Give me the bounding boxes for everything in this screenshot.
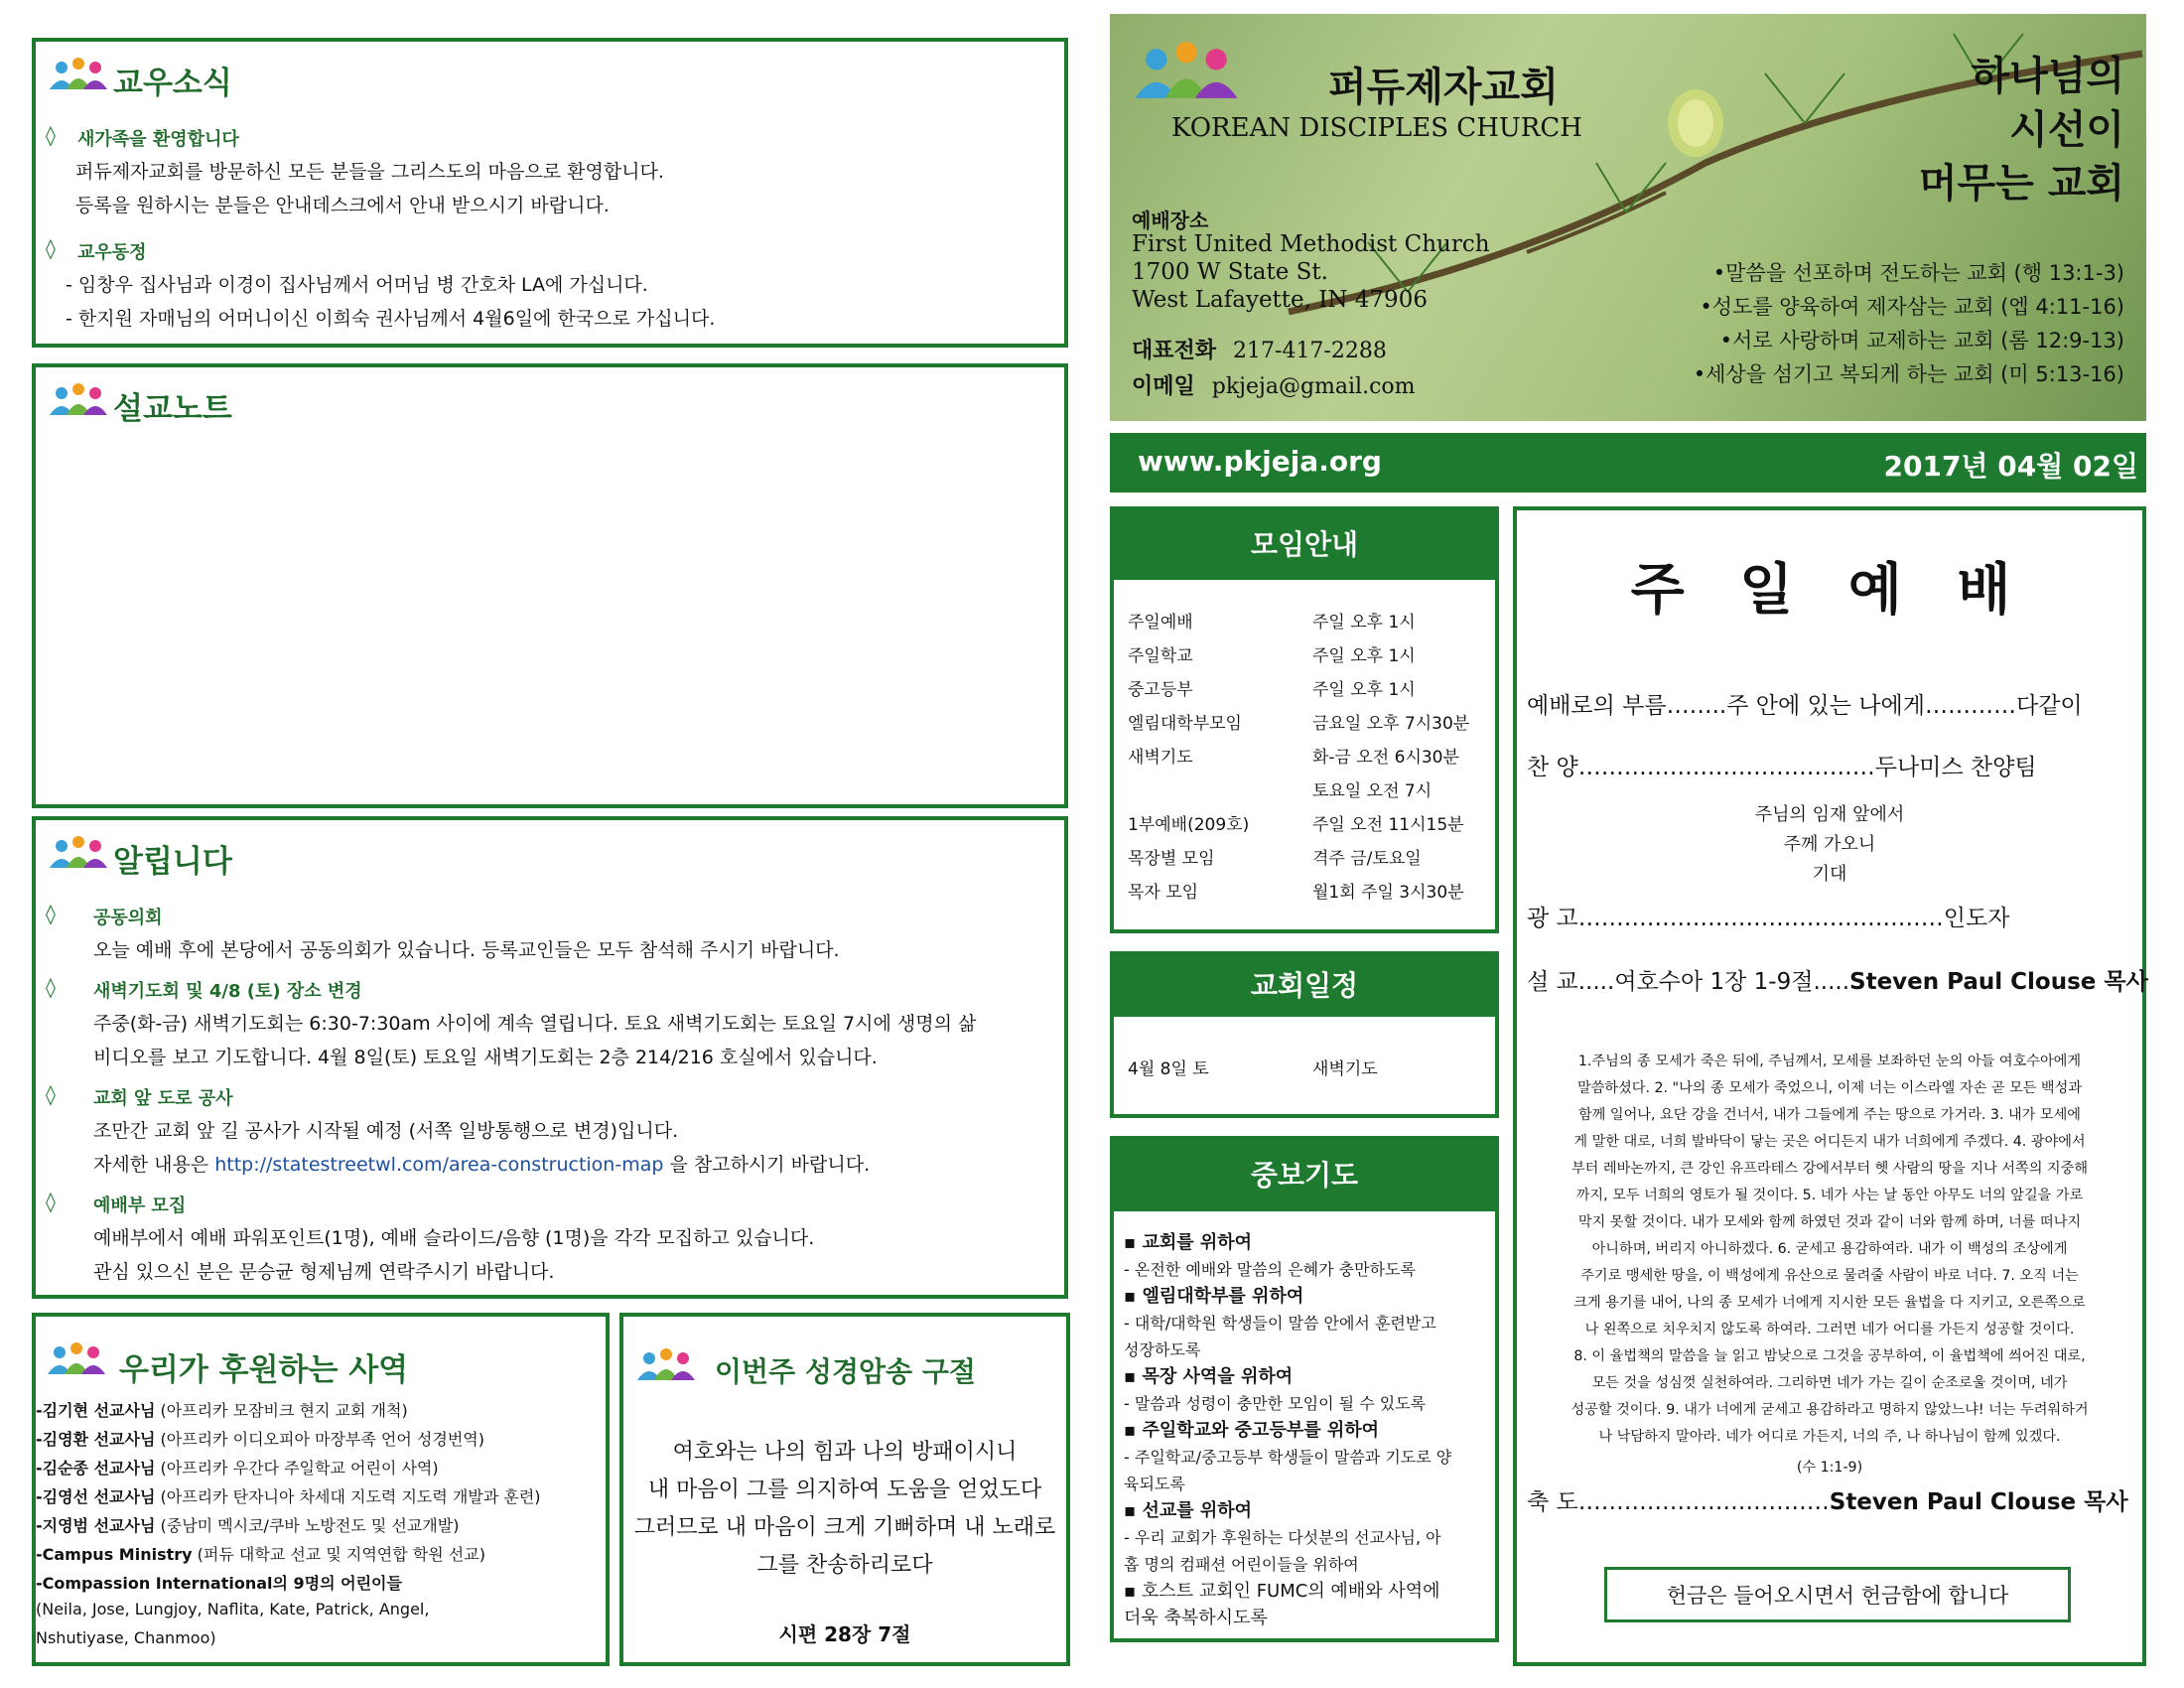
announcement-text: 관심 있으신 분은 문승균 형제님께 연락주시기 바랍니다. bbox=[93, 1261, 555, 1283]
prayer-line: 더욱 축복하시도록 bbox=[1124, 1608, 1268, 1628]
announcement-heading-2: 새벽기도회 및 4/8 (토) 장소 변경 bbox=[93, 981, 362, 1002]
place-label: 예배장소 bbox=[1132, 209, 1209, 232]
mission-item: -Campus Ministry (퍼듀 대학교 선교 및 지역연합 학원 선교) bbox=[36, 1545, 485, 1564]
verse-line: 그러므로 내 마음이 크게 기뻐하며 내 노래로 bbox=[633, 1515, 1056, 1540]
construction-map-link[interactable]: http://statestreetwl.com/area-construction-map bbox=[214, 1154, 664, 1176]
memory-verse-box bbox=[619, 1313, 1070, 1666]
motto-line: •말씀을 선포하며 전도하는 교회 (행 13:1-3) bbox=[1712, 261, 2124, 285]
church-logo-icon bbox=[46, 1340, 107, 1380]
prayer-title: 중보기도 bbox=[1114, 1140, 1495, 1211]
meetings-table bbox=[1128, 606, 1469, 910]
memory-verse-title: 이번주 성경암송 구절 bbox=[715, 1355, 976, 1388]
church-logo-icon bbox=[48, 381, 109, 421]
motto-line: •성도를 양육하여 제자삼는 교회 (엡 4:11-16) bbox=[1700, 295, 2124, 319]
prayer-line: - 말씀과 성령이 충만한 모임이 될 수 있도록 bbox=[1124, 1394, 1427, 1413]
verse-line: 내 마음이 그를 의지하여 도움을 얻었도다 bbox=[647, 1477, 1042, 1502]
address-line: 1700 W State St. bbox=[1132, 259, 1328, 285]
announcement-text: 비디오를 보고 기도합니다. 4월 8일(토) 토요일 새벽기도회는 2층 214/216 호실에서 있습니다. bbox=[93, 1047, 878, 1068]
offering-notice: 헌금은 들어오시면서 헌금함에 합니다 bbox=[1604, 1567, 2071, 1622]
phone-label: 대표전화 bbox=[1132, 339, 1217, 363]
church-logo-icon bbox=[1132, 38, 1241, 109]
mission-item: -김기현 선교사님 (아프리카 모잠비크 현지 교회 개척) bbox=[36, 1401, 408, 1420]
meeting-row: 새벽기도 화-금 오전 6시30분 bbox=[1128, 748, 1459, 768]
order-benediction: 축 도……………………………Steven Paul Clouse 목사 bbox=[1527, 1489, 2128, 1515]
prayer-line: 성장하도록 bbox=[1124, 1340, 1201, 1359]
news-text: 퍼듀제자교회를 방문하신 모든 분들을 그리스도의 마음으로 환영합니다. bbox=[75, 161, 664, 183]
news-text: - 한지원 자매님의 어머니이신 이희숙 권사님께서 4월6일에 한국으로 가십니다. bbox=[66, 308, 716, 330]
prayer-line: - 우리 교회가 후원하는 다섯분의 선교사님, 아 bbox=[1124, 1528, 1441, 1547]
praise-songs bbox=[1517, 800, 2142, 890]
news-text: 등록을 원하시는 분들은 안내데스크에서 안내 받으시기 바랍니다. bbox=[75, 195, 610, 216]
mission-desc: (아프리카 탄자니아 차세대 지도력 지도력 개발과 훈련) bbox=[155, 1487, 541, 1506]
mission-desc: (아프리카 우간다 주일학교 어린이 사역) bbox=[155, 1459, 439, 1477]
order-sermon: 설 교.....여호수아 1장 1-9절.....Steven Paul Clouse 목사 bbox=[1527, 969, 2148, 995]
mission-desc: (아프리카 이디오피아 마장부족 언어 성경번역) bbox=[155, 1430, 484, 1449]
verse-line: 그를 찬송하리로다 bbox=[756, 1553, 933, 1578]
worship-title: 주 일 예 배 bbox=[1630, 558, 2029, 623]
announcements-box bbox=[32, 816, 1068, 1299]
meeting-row: 주일예배 주일 오후 1시 bbox=[1128, 613, 1416, 633]
meeting-row: 토요일 오전 7시 bbox=[1312, 781, 1433, 801]
website-link[interactable]: www.pkjeja.org bbox=[1138, 445, 1382, 478]
prayer-heading: ▪ 교회를 위하여 bbox=[1124, 1232, 1253, 1253]
church-name-en: KOREAN DISCIPLES CHURCH bbox=[1171, 113, 1582, 143]
announcement-heading-4: 예배부 모집 bbox=[93, 1196, 187, 1216]
news-text: - 임창우 집사님과 이경이 집사님께서 어머님 병 간호차 LA에 가십니다. bbox=[66, 274, 648, 296]
slogan-line: 머무는 교회 bbox=[1918, 161, 2124, 207]
verse-line: 여호와는 나의 힘과 나의 방패이시니 bbox=[672, 1440, 1018, 1465]
sermon-note-box bbox=[32, 363, 1068, 808]
meeting-row: 목자 모임 월1회 주일 3시30분 bbox=[1128, 883, 1464, 903]
meetings-title: 모임안내 bbox=[1114, 510, 1495, 580]
announcement-heading-1: 공동의회 bbox=[93, 908, 163, 928]
mottos bbox=[1694, 256, 2124, 391]
worship-box bbox=[1513, 506, 2146, 1666]
children-list: Nshutiyase, Chanmoo) bbox=[36, 1628, 216, 1647]
mission-name: Campus Ministry bbox=[42, 1545, 193, 1564]
order-announcements: 광 고…………………………………………인도자 bbox=[1527, 906, 2010, 931]
scripture-reference: (수 1:1-9) bbox=[1796, 1460, 1863, 1476]
mission-item: -Compassion International의 9명의 어린이들 bbox=[36, 1574, 402, 1593]
prayer-heading: ▪ 주일학교와 중고등부를 위하여 bbox=[1124, 1420, 1380, 1441]
bulletin-date: 2017년 04월 02일 bbox=[1883, 450, 2138, 483]
song-title: 주께 가오니 bbox=[1783, 834, 1876, 855]
phone-row bbox=[1132, 334, 1387, 364]
mission-item: -김영환 선교사님 (아프리카 이디오피아 마장부족 언어 성경번역) bbox=[36, 1430, 484, 1449]
cover-header bbox=[1110, 14, 2146, 421]
meeting-row: 엘림대학부모임 금요일 오후 7시30분 bbox=[1128, 714, 1470, 734]
mission-desc: (중남미 멕시코/쿠바 노방전도 및 선교개발) bbox=[155, 1516, 460, 1535]
diamond-bullet-icon: ◊ bbox=[46, 975, 56, 999]
phone-number: 217-417-2288 bbox=[1233, 339, 1387, 363]
mission-name: 김영선 선교사님 bbox=[42, 1487, 156, 1506]
church-logo-icon bbox=[635, 1346, 697, 1386]
church-name-kr: 퍼듀제자교회 bbox=[1328, 65, 1559, 110]
prayer-line: - 주일학교/중고등부 학생들이 말씀과 기도로 양 bbox=[1124, 1448, 1452, 1467]
prayer-line: ▪ 호스트 교회인 FUMC의 예배와 사역에 bbox=[1124, 1581, 1440, 1602]
mission-name: Compassion International의 9명의 어린이들 bbox=[42, 1574, 402, 1593]
slogan-line: 하나님의 bbox=[1971, 54, 2124, 99]
song-title: 주님의 임재 앞에서 bbox=[1754, 804, 1905, 825]
mission-item: -김영선 선교사님 (아프리카 탄자니아 차세대 지도력 지도력 개발과 훈련) bbox=[36, 1487, 541, 1506]
news-heading-2: 교우동정 bbox=[77, 242, 147, 263]
prayer-line: 육되도록 bbox=[1124, 1475, 1185, 1493]
announcements-title: 알립니다 bbox=[113, 844, 232, 880]
meeting-row: 1부예배(209호) 주일 오전 11시15분 bbox=[1128, 815, 1464, 835]
schedule-title: 교회일정 bbox=[1114, 955, 1495, 1017]
email-row bbox=[1132, 369, 1416, 400]
diamond-bullet-icon: ◊ bbox=[46, 1082, 56, 1106]
prayer-heading: ▪ 선교를 위하여 bbox=[1124, 1500, 1253, 1521]
prayer-heading: ▪ 목장 사역을 위하여 bbox=[1124, 1366, 1294, 1387]
prayer-box bbox=[1110, 1136, 1499, 1642]
sermon-note-title: 설교노트 bbox=[113, 391, 232, 427]
address bbox=[1132, 230, 1490, 314]
meeting-row: 주일학교 주일 오후 1시 bbox=[1128, 646, 1416, 666]
announcement-text: 예배부에서 예배 파워포인트(1명), 예배 슬라이드/음향 (1명)을 각각 모집하고 있습니다. bbox=[93, 1227, 815, 1249]
song-title: 기대 bbox=[1812, 864, 1847, 885]
diamond-bullet-icon: ◊ bbox=[46, 123, 56, 147]
missions-box bbox=[32, 1313, 610, 1666]
meeting-row: 중고등부 주일 오후 1시 bbox=[1128, 680, 1416, 700]
church-logo-icon bbox=[48, 56, 109, 95]
memory-verse-text bbox=[623, 1434, 1066, 1585]
announcement-text: 조만간 교회 앞 길 공사가 시작될 예정 (서쪽 일방통행으로 변경)입니다. bbox=[93, 1120, 679, 1142]
diamond-bullet-icon: ◊ bbox=[46, 1190, 56, 1213]
slogan-line: 시선이 bbox=[2009, 107, 2124, 153]
email-label: 이메일 bbox=[1132, 374, 1195, 399]
mission-item: -김순종 선교사님 (아프리카 우간다 주일학교 어린이 사역) bbox=[36, 1459, 439, 1477]
meeting-row: 목장별 모임 격주 금/토요일 bbox=[1128, 849, 1422, 869]
schedule-row: 4월 8일 토 새벽기도 bbox=[1128, 1059, 1378, 1079]
news-box bbox=[32, 38, 1068, 348]
motto-line: •서로 사랑하며 교제하는 교회 (롬 12:9-13) bbox=[1719, 329, 2124, 352]
mission-name: 지영범 선교사님 bbox=[42, 1516, 156, 1535]
motto-line: •세상을 섬기고 복되게 하는 교회 (미 5:13-16) bbox=[1693, 362, 2124, 386]
mission-name: 김영환 선교사님 bbox=[42, 1430, 156, 1449]
children-list: (Neila, Jose, Lungjoy, Naflita, Kate, Patrick, Angel, bbox=[36, 1600, 430, 1618]
prayer-line: 홉 명의 컴패션 어린이들을 위하여 bbox=[1124, 1555, 1359, 1574]
mission-name: 김기현 선교사님 bbox=[42, 1401, 156, 1420]
link-suffix: 을 참고하시기 바랍니다. bbox=[663, 1154, 871, 1176]
prayer-line: - 대학/대학원 학생들이 말씀 안에서 훈련받고 bbox=[1124, 1314, 1436, 1333]
schedule-box bbox=[1110, 951, 1499, 1118]
announcement-heading-3: 교회 앞 도로 공사 bbox=[93, 1088, 233, 1109]
church-logo-icon bbox=[48, 834, 109, 874]
mission-item: -지영범 선교사님 (중남미 멕시코/쿠바 노방전도 및 선교개발) bbox=[36, 1516, 460, 1535]
prayer-list bbox=[1124, 1229, 1491, 1631]
diamond-bullet-icon: ◊ bbox=[46, 236, 56, 260]
website-date-bar bbox=[1110, 433, 2146, 492]
prayer-heading: ▪ 엘림대학부를 위하여 bbox=[1124, 1286, 1304, 1307]
prayer-line: - 온전한 예배와 말씀의 은혜가 충만하도록 bbox=[1124, 1260, 1416, 1279]
link-prefix: 자세한 내용은 bbox=[93, 1154, 215, 1176]
meetings-box bbox=[1110, 506, 1499, 933]
slogan bbox=[1919, 50, 2124, 211]
order-praise: 찬 양…………………………………두나미스 찬양팀 bbox=[1527, 755, 2037, 780]
diamond-bullet-icon: ◊ bbox=[46, 902, 56, 925]
announcement-text: 주중(화-금) 새벽기도회는 6:30-7:30am 사이에 계속 열립니다. 토요 새벽기도회는 토요일 7시에 생명의 삶 bbox=[93, 1013, 977, 1035]
missions-title: 우리가 후원하는 사역 bbox=[119, 1352, 409, 1388]
verse-reference: 시편 28장 7절 bbox=[778, 1622, 911, 1646]
address-line: West Lafayette, IN 47906 bbox=[1132, 287, 1428, 313]
mission-desc: (퍼듀 대학교 선교 및 지역연합 학원 선교) bbox=[192, 1545, 485, 1564]
announcement-text: 오늘 예배 후에 본당에서 공동의회가 있습니다. 등록교인들은 모두 참석해 주시기 바랍니다. bbox=[93, 939, 840, 961]
news-title: 교우소식 bbox=[113, 66, 232, 101]
scripture-passage: 1.주님의 종 모세가 죽은 뒤에, 주님께서, 모세를 보좌하던 눈의 아들 여호수아에게 말씀하셨다. 2. "나의 종 모세가 죽었으니, 이제 너는 이스라엘 자손 곧 모든 백성과 함께 일어나, 요단 강을 건너서, 내가 그들에게 주는 땅으로 가거라. 3. 내가 모세에 게 말한 대로, 너희 발바닥이 닿는 곳은 어디든지 내가 너희에게 주겠다. 4. 광야에서 부터 레바논까지, 큰 강인 유프라테스 강에서부터 헷 사람의 땅을 지나 서쪽의 지중해 까지, 모두 너희의 영토가 될 것이다. 5. 네가 사는 날 동안 아무도 너의 앞길을 가로 막지 못할 것이다. 내가 모세와 함께 하였던 것과 같이 너와 함께 하며, 너를 떠나지 아니하며, 버리지 아니하겠다. 6. 굳세고 용감하여라. 내가 이 백성의 조상에게 주기로 맹세한 땅을, 이 백성에게 유산으로 물려줄 사람이 바로 너다. 7. 오직 너는 크게 용기를 내어, 나의 종 모세가 너에게 지시한 모든 율법을 다 지키고, 오른쪽으로 나 왼쪽으로 치우치지 않도록 하여라. 그러면 네가 어디를 가든지 성공할 것이다. 8. 이 율법책의 말씀을 늘 읽고 밤낮으로 그것을 공부하여, 이 율법책에 씌어진 대로, 모든 것을 성심껏 실천하여라. 그리하면 네가 가는 길이 순조로울 것이며, 네가 성공할 것이다. 9. 내가 너에게 굳세고 용감하라고 명하지 않았느냐! 너는 두려워하거 나 낙담하지 말아라. 네가 어디로 가든지, 너의 주, 나 하나님이 함께 있겠다. (수 1:1-9) bbox=[1517, 1049, 2142, 1481]
address-line: First United Methodist Church bbox=[1132, 231, 1490, 257]
mission-name: 김순종 선교사님 bbox=[42, 1459, 156, 1477]
announcement-link-line bbox=[93, 1150, 870, 1177]
mission-desc: (아프리카 모잠비크 현지 교회 개척) bbox=[155, 1401, 408, 1420]
order-call-to-worship: 예배로의 부름……..주 안에 있는 나에게…………다같이 bbox=[1527, 693, 2083, 719]
news-heading-1: 새가족을 환영합니다 bbox=[77, 129, 239, 150]
email-address[interactable]: pkjeja@gmail.com bbox=[1211, 374, 1416, 399]
